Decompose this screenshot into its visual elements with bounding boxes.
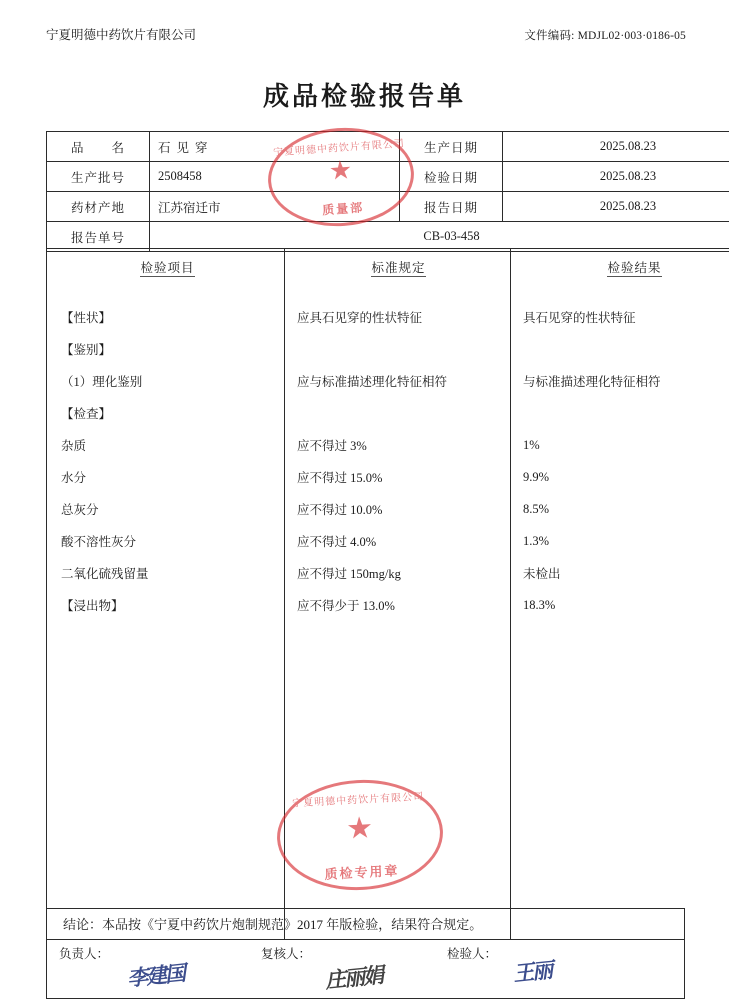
product-info-table <box>46 131 729 252</box>
result-standard: 应不得少于 13.0% <box>285 589 511 621</box>
field-label-production-date: 生产日期 <box>400 132 503 162</box>
inspector-label: 检验人： <box>447 947 498 961</box>
table-row <box>47 429 729 461</box>
field-label-inspection-date: 检验日期 <box>400 162 503 192</box>
stamp-bottom-arc-text: 宁夏明德中药饮片有限公司 <box>291 791 425 810</box>
result-value: 1% <box>511 429 729 461</box>
table-row <box>47 333 729 365</box>
result-standard: 应与标准描述理化特征相符 <box>285 365 511 397</box>
result-item: 【鉴别】 <box>47 333 285 365</box>
reviewer-signature: 庄丽娟 <box>323 962 384 993</box>
empty-cell <box>47 621 285 939</box>
conclusion-text: 结论：本品按《宁夏中药饮片炮制规范》2017 年版检验，结果符合规定。 <box>46 908 685 939</box>
result-standard: 应具石见穿的性状特征 <box>285 301 511 333</box>
result-value: 与标准描述理化特征相符 <box>511 365 729 397</box>
result-value: 1.3% <box>511 525 729 557</box>
table-row <box>47 557 729 589</box>
field-label-origin: 药材产地 <box>47 192 150 222</box>
result-standard: 应不得过 150mg/kg <box>285 557 511 589</box>
result-value: 未检出 <box>511 557 729 589</box>
field-value-report-no: CB-03-458 <box>150 222 729 252</box>
field-value-product-name: 石见穿 <box>150 132 400 162</box>
inspection-results-table <box>46 248 729 939</box>
table-row <box>47 132 729 162</box>
page-title: 成品检验报告单 <box>262 82 466 111</box>
star-icon: ★ <box>327 155 354 187</box>
field-value-production-date: 2025.08.23 <box>503 132 729 162</box>
result-item: 【检查】 <box>47 397 285 429</box>
result-value: 18.3% <box>511 589 729 621</box>
result-item: 二氧化硫残留量 <box>47 557 285 589</box>
inspector-signature: 王丽 <box>511 957 553 986</box>
result-standard <box>285 397 511 429</box>
table-row <box>47 493 729 525</box>
results-header-row <box>47 249 729 286</box>
result-value: 9.9% <box>511 461 729 493</box>
stamp-top-arc-text: 宁夏明德中药饮片有限公司 <box>272 138 406 159</box>
column-header-standard <box>285 249 511 286</box>
result-item: 【浸出物】 <box>47 589 285 621</box>
empty-cell <box>285 621 511 939</box>
column-header-item-text: 检验项目 <box>140 261 195 275</box>
result-standard <box>285 333 511 365</box>
document-code-value: MDJL02·003·0186-05 <box>577 30 686 42</box>
reviewer-label: 复核人： <box>261 947 312 961</box>
field-value-batch-no: 2508458 <box>150 162 400 192</box>
column-header-item <box>47 249 285 286</box>
result-value: 8.5% <box>511 493 729 525</box>
document-code-label: 文件编码: <box>524 30 575 42</box>
field-value-origin: 江苏宿迁市 <box>150 192 400 222</box>
empty-cell <box>511 621 729 939</box>
spacer-cell <box>47 285 285 301</box>
result-value <box>511 333 729 365</box>
spacer-cell <box>285 285 511 301</box>
table-row <box>47 162 729 192</box>
result-item: 水分 <box>47 461 285 493</box>
document-code <box>524 27 686 43</box>
responsible-signature: 李建国 <box>125 960 186 991</box>
field-label-report-no: 报告单号 <box>47 222 150 252</box>
field-label-batch-no: 生产批号 <box>47 162 150 192</box>
result-item: 总灰分 <box>47 493 285 525</box>
stamp-bottom-bottom-text: 质检专用章 <box>324 862 400 882</box>
spacer-row <box>47 285 729 301</box>
table-row <box>47 222 729 252</box>
table-row <box>47 365 729 397</box>
result-value: 具石见穿的性状特征 <box>511 301 729 333</box>
field-label-report-date: 报告日期 <box>400 192 503 222</box>
table-row <box>47 461 729 493</box>
star-icon: ★ <box>345 811 374 846</box>
empty-area-row <box>47 621 729 939</box>
column-header-standard-text: 标准规定 <box>371 261 426 275</box>
table-row <box>47 301 729 333</box>
result-standard: 应不得过 4.0% <box>285 525 511 557</box>
field-value-inspection-date: 2025.08.23 <box>503 162 729 192</box>
field-label-product-name: 品 名 <box>47 132 150 162</box>
table-row <box>47 397 729 429</box>
spacer-cell <box>511 285 729 301</box>
stamp-top-bottom-text: 质量部 <box>321 200 365 218</box>
column-header-result <box>511 249 729 286</box>
result-item: （1）理化鉴别 <box>47 365 285 397</box>
result-item: 【性状】 <box>47 301 285 333</box>
result-item: 酸不溶性灰分 <box>47 525 285 557</box>
result-value <box>511 397 729 429</box>
result-standard: 应不得过 10.0% <box>285 493 511 525</box>
signature-row <box>46 939 685 999</box>
responsible-label: 负责人： <box>59 947 110 961</box>
result-item: 杂质 <box>47 429 285 461</box>
company-name: 宁夏明德中药饮片有限公司 <box>46 28 197 42</box>
table-row <box>47 192 729 222</box>
result-standard: 应不得过 3% <box>285 429 511 461</box>
table-row <box>47 589 729 621</box>
field-value-report-date: 2025.08.23 <box>503 192 729 222</box>
table-row <box>47 525 729 557</box>
document-header <box>46 25 686 43</box>
column-header-result-text: 检验结果 <box>607 261 662 275</box>
result-standard: 应不得过 15.0% <box>285 461 511 493</box>
